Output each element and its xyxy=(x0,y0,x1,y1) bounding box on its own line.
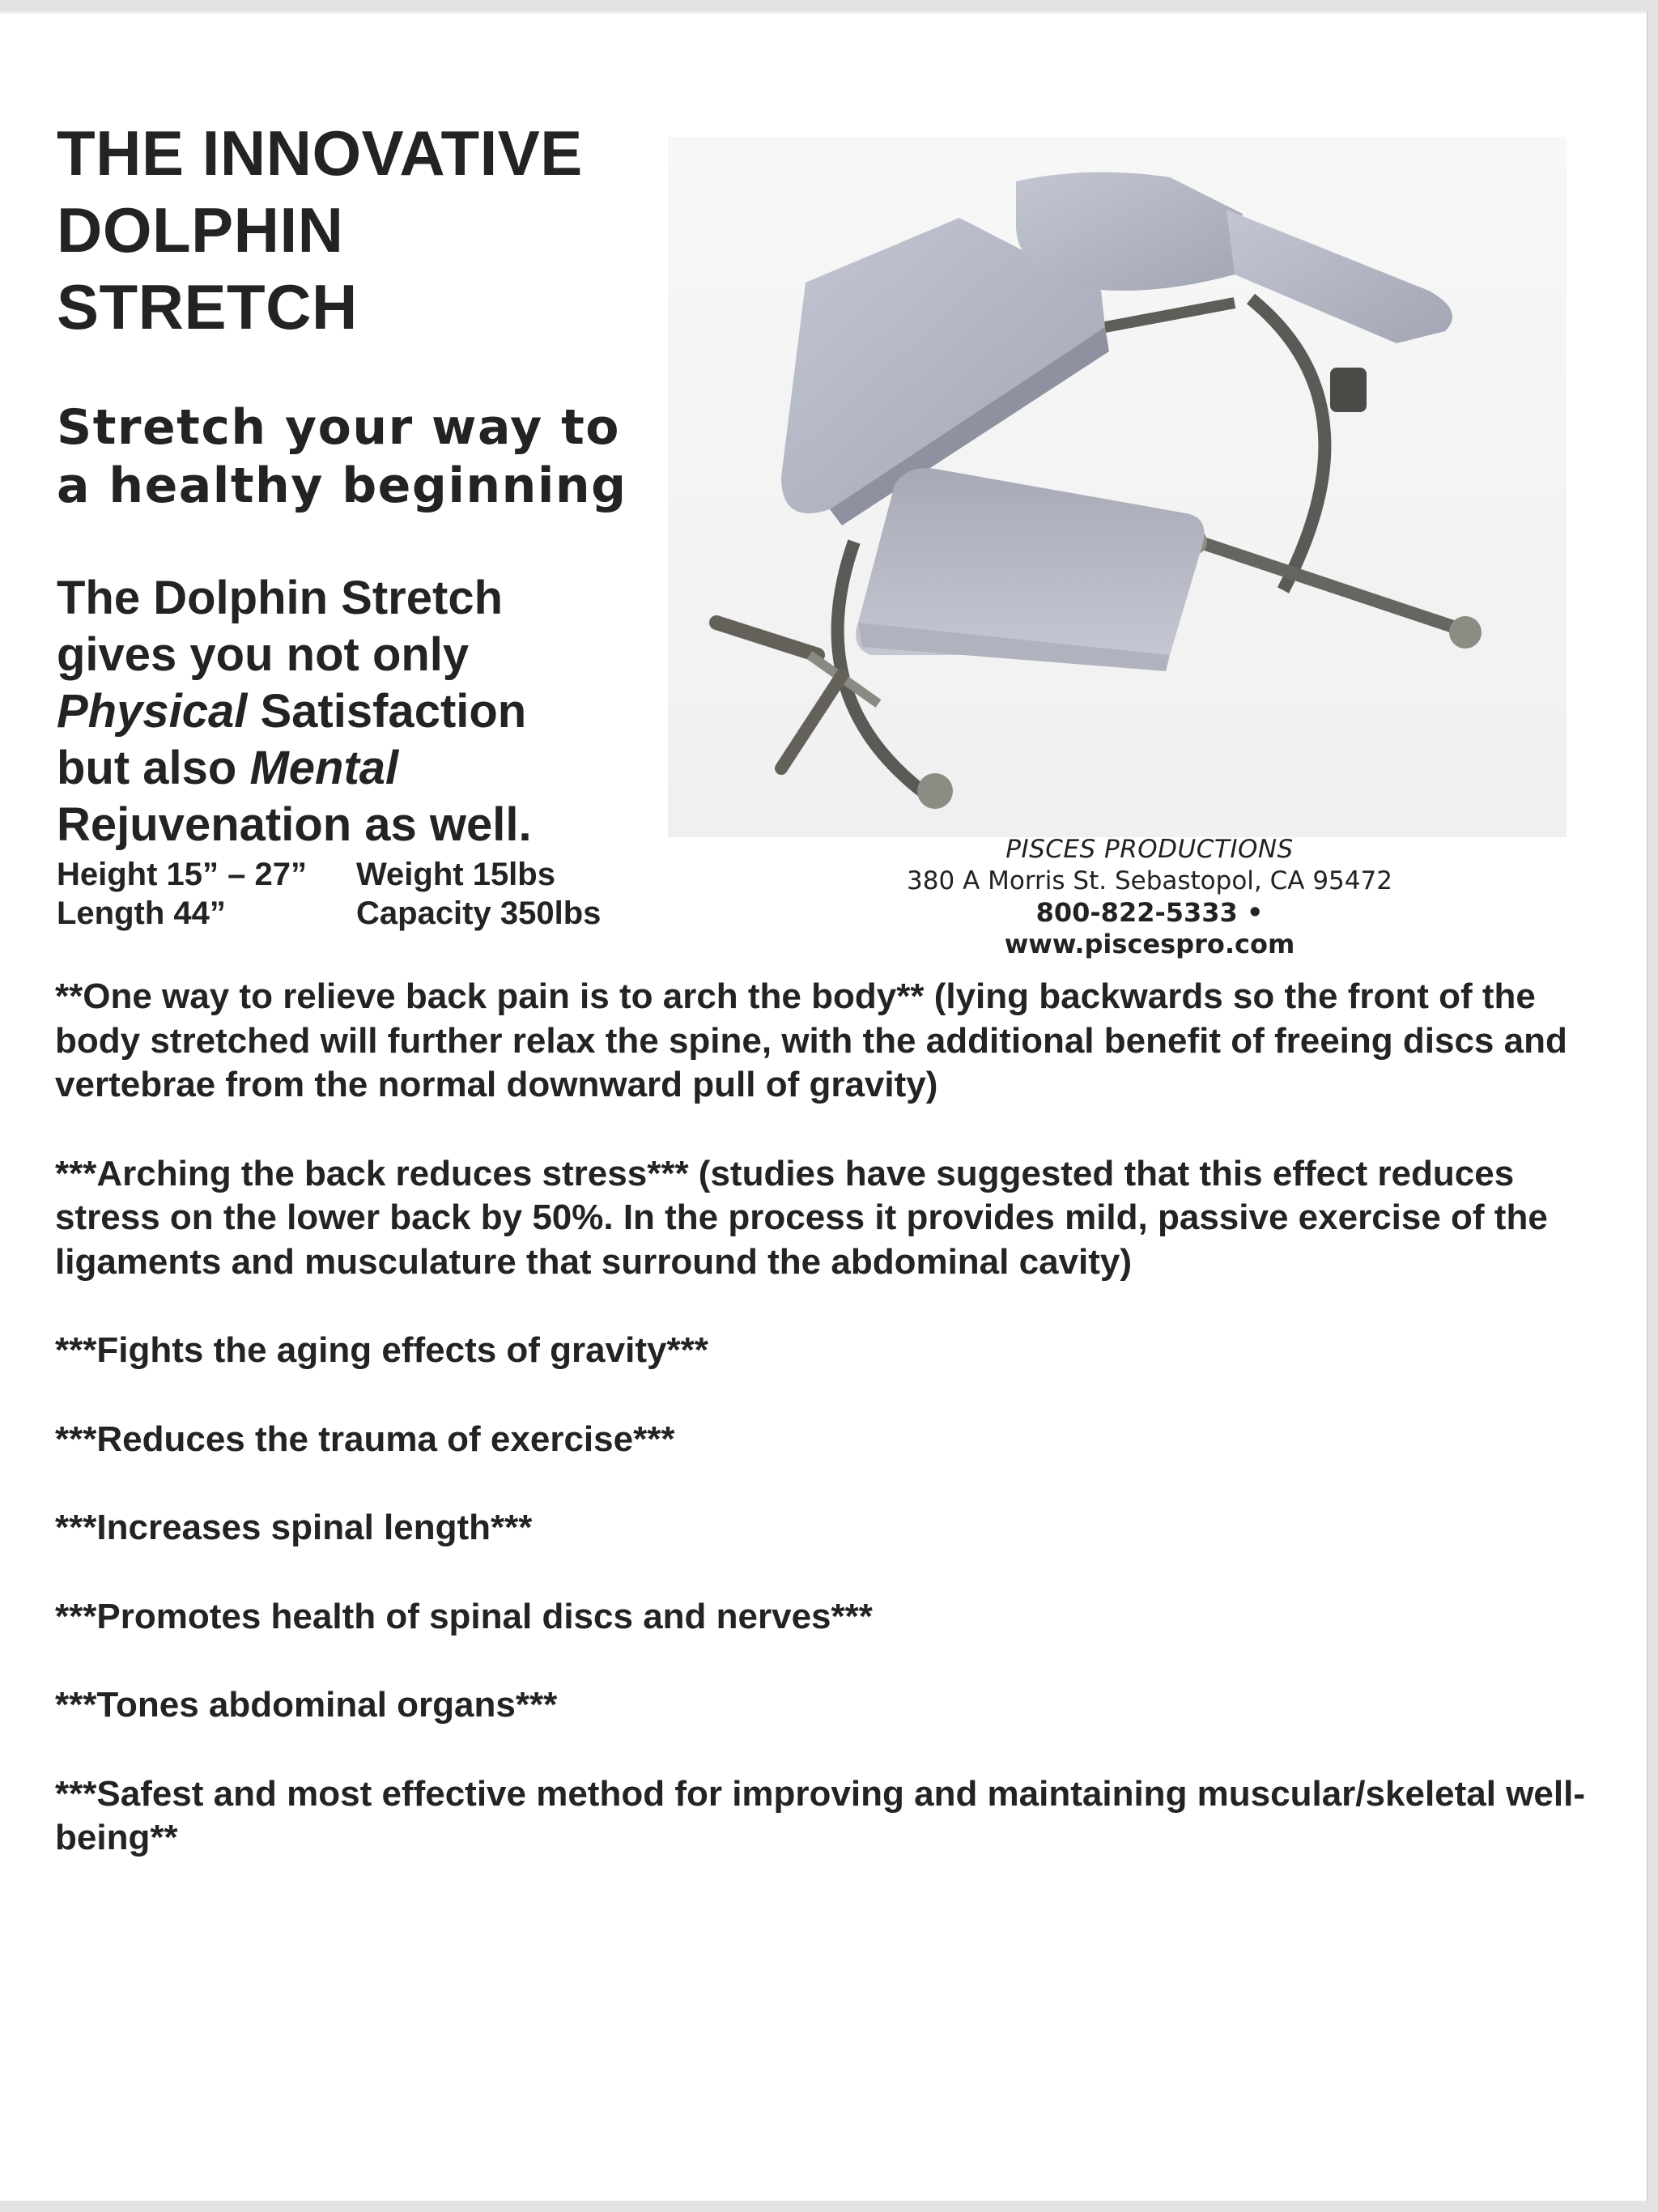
benefit-paragraph: ***Increases spinal length*** xyxy=(55,1508,533,1547)
company-info xyxy=(891,834,1409,960)
subtitle-line: Stretch your way to xyxy=(57,399,621,456)
company-name: PISCES PRODUCTIONS xyxy=(1005,835,1294,864)
benefit-paragraph: ***Tones abdominal organs*** xyxy=(55,1685,558,1725)
title-line: DOLPHIN xyxy=(57,194,344,266)
company-contact: 800-822-5333 • www.piscespro.com xyxy=(1004,897,1295,959)
flyer-page xyxy=(0,11,1647,2201)
title-line: STRETCH xyxy=(57,271,358,342)
company-address: 380 A Morris St. Sebastopol, CA 95472 xyxy=(907,866,1392,895)
page-title xyxy=(57,115,583,346)
intro-line: Rejuvenation as well. xyxy=(57,798,532,851)
spec-row xyxy=(57,894,601,933)
spec-list xyxy=(57,855,601,933)
intro-text xyxy=(57,570,532,853)
subtitle-line: a healthy beginning xyxy=(57,457,627,514)
spec-weight: Weight 15lbs xyxy=(356,857,555,892)
dolphin-stretch-product-photo xyxy=(668,137,1567,837)
intro-line: Satisfaction xyxy=(247,685,527,738)
benefit-paragraph: **One way to relieve back pain is to arch the body** (lying backwards so the front of the body stretched will further relax the spine, with the additional benefit of freeing discs and vertebrae from the normal downward pull of gravity) xyxy=(55,976,1567,1104)
intro-emphasis: Physical xyxy=(57,685,248,738)
spec-length: Length 44” xyxy=(57,895,226,931)
benefit-paragraph: ***Arching the back reduces stress*** (studies have suggested that this effect reduces stress on the lower back by 50%. In the process it provides mild, passive exercise of the ligaments and musculature that surround the abdominal cavity) xyxy=(55,1153,1548,1282)
subtitle xyxy=(57,398,627,515)
intro-line: The Dolphin Stretch xyxy=(57,572,503,624)
benefits-list xyxy=(55,975,1593,1905)
spec-capacity: Capacity 350lbs xyxy=(356,895,602,931)
spec-row xyxy=(57,855,601,894)
intro-emphasis: Mental xyxy=(249,742,399,794)
title-line: THE INNOVATIVE xyxy=(57,117,583,189)
benefit-paragraph: ***Fights the aging effects of gravity*** xyxy=(55,1330,708,1370)
scan-edge xyxy=(0,11,1647,14)
intro-line: gives you not only xyxy=(57,628,470,681)
intro-line: but also xyxy=(57,742,250,794)
benefit-paragraph: ***Safest and most effective method for improving and maintaining muscular/skeletal well-being** xyxy=(55,1773,1586,1857)
spec-height: Height 15” – 27” xyxy=(57,857,308,892)
benefit-paragraph: ***Promotes health of spinal discs and nerves*** xyxy=(55,1596,873,1636)
benefit-paragraph: ***Reduces the trauma of exercise*** xyxy=(55,1419,675,1459)
